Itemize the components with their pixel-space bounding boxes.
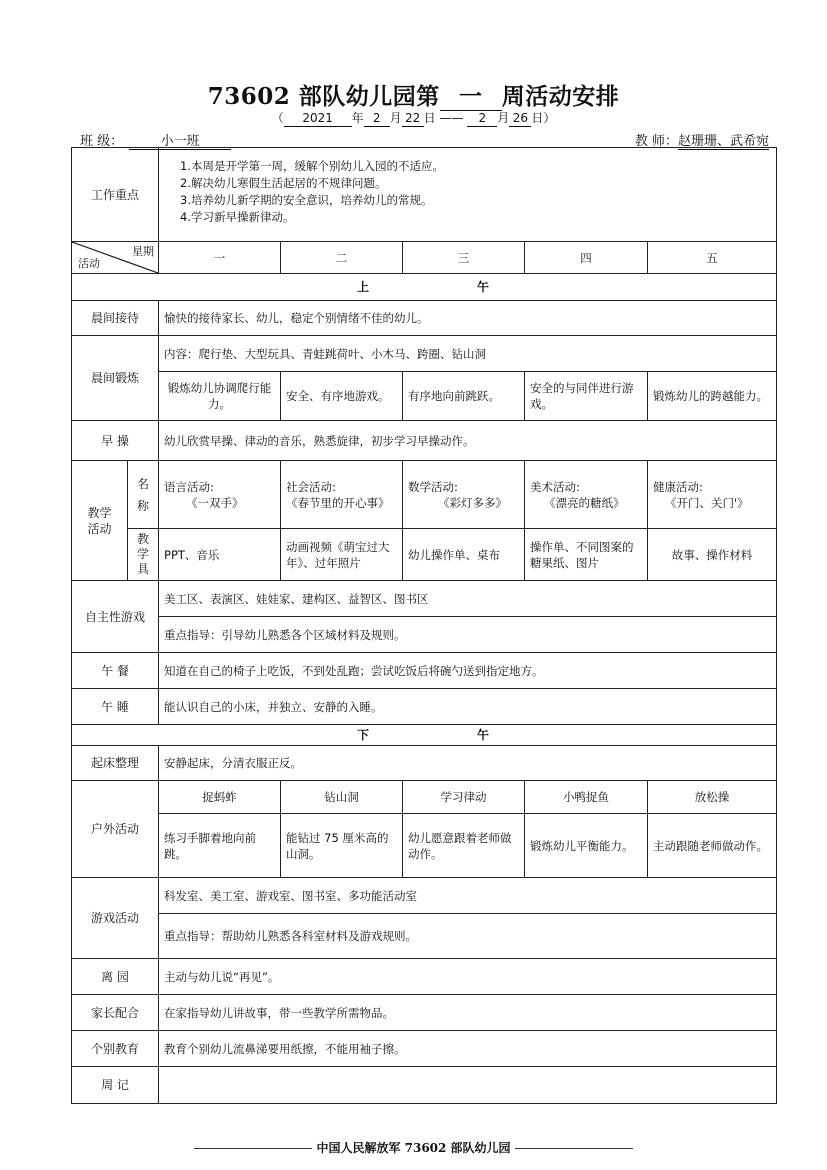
notes-text	[159, 1067, 777, 1104]
day-header: 五	[648, 242, 777, 274]
teaching-label-1: 教学	[87, 505, 112, 520]
drill-label: 早 操	[72, 421, 159, 461]
free-play-label: 自主性游戏	[72, 581, 159, 653]
outdoor-label: 户外活动	[72, 781, 159, 878]
teaching-cell	[403, 461, 525, 529]
outdoor-goals-row	[72, 814, 777, 878]
parent-text: 在家指导幼儿讲故事，带一些教学所需物品。	[159, 995, 777, 1031]
week-number: 一	[440, 84, 502, 111]
footer-rule-left	[194, 1148, 312, 1149]
outdoor-goal: 锻炼幼儿平衡能力。	[525, 814, 648, 878]
teaching-cell	[525, 461, 648, 529]
leave-text: 主动与幼儿说“再见”。	[159, 959, 777, 995]
teacher-value: 赵珊珊、武希宛	[678, 130, 769, 150]
tools-cell: 动画视频《萌宝过大年》、过年照片	[281, 529, 403, 581]
footer-rule-right	[515, 1148, 633, 1149]
section-char: 午	[477, 280, 492, 294]
teaching-cell	[281, 461, 403, 529]
section-char: 上	[357, 280, 372, 294]
lunch-label: 午 餐	[72, 653, 159, 689]
outdoor-name: 小鸭捉鱼	[525, 781, 648, 814]
free-play-row	[72, 581, 777, 617]
teaching-tools-row	[72, 529, 777, 581]
name-label-text: 名称	[137, 476, 150, 513]
leave-label: 离 园	[72, 959, 159, 995]
teaching-cell	[648, 461, 777, 529]
title-prefix: 73602 部队幼儿园第	[207, 83, 440, 110]
focus-item: 1.本周是开学第一周，缓解个别幼儿入园的不适应。	[180, 159, 444, 173]
wakeup-label: 起床整理	[72, 746, 159, 781]
morning-section-row	[72, 274, 777, 301]
section-char: 午	[477, 728, 492, 742]
afternoon-section-title	[72, 725, 777, 746]
lunch-text: 知道在自己的椅子上吃饭，不到处乱跑；尝试吃饭后将碗勺送到指定地方。	[159, 653, 777, 689]
wakeup-row	[72, 746, 777, 781]
free-play-focus: 重点指导：引导幼儿熟悉各个区域材料及规则。	[159, 617, 777, 653]
free-play-areas: 美工区、表演区、娃娃家、建构区、益智区、图书区	[159, 581, 777, 617]
exercise-day-cell: 安全的与同伴进行游戏。	[525, 372, 648, 421]
focus-item: 3.培养幼儿新学期的安全意识，培养幼儿的常规。	[180, 193, 433, 207]
day-header: 一	[159, 242, 281, 274]
focus-list	[159, 148, 777, 242]
exercise-content: 内容：爬行垫、大型玩具、青蛙跳荷叶、小木马、跨圈、钻山洞	[159, 336, 777, 372]
day-unit: 日	[423, 111, 436, 125]
date-close: 日）	[531, 111, 556, 125]
game-row	[72, 878, 777, 914]
teaching-subject: 语言活动:	[164, 479, 214, 494]
tools-label-text: 教学具	[137, 532, 150, 576]
diagonal-header-cell	[72, 242, 159, 274]
focus-item: 2.解决幼儿寒假生活起居的不规律问题。	[180, 176, 387, 190]
outdoor-goal: 练习手脚着地向前跳。	[159, 814, 281, 878]
teaching-subject: 数学活动:	[408, 479, 458, 494]
lunch-row	[72, 653, 777, 689]
day-header: 四	[525, 242, 648, 274]
tools-cell: 操作单、不同图案的糖果纸、图片	[525, 529, 648, 581]
section-char: 下	[357, 728, 372, 742]
tools-cell: 幼儿操作单、桌布	[403, 529, 525, 581]
tools-label	[128, 529, 159, 581]
game-focus-row	[72, 914, 777, 959]
day-header: 二	[281, 242, 403, 274]
teaching-name-row	[72, 461, 777, 529]
outdoor-goal: 幼儿愿意跟着老师做动作。	[403, 814, 525, 878]
reception-row	[72, 301, 777, 336]
exercise-days-row	[72, 372, 777, 421]
teaching-subject: 美术活动:	[530, 479, 580, 494]
drill-text: 幼儿欣赏早操、律动的音乐，熟悉旋律，初步学习早操动作。	[159, 421, 777, 461]
wakeup-text: 安静起床，分清衣服正反。	[159, 746, 777, 781]
tools-cell: PPT、音乐	[159, 529, 281, 581]
exercise-day-cell: 锻炼幼儿协调爬行能力。	[159, 372, 281, 421]
notes-label: 周 记	[72, 1067, 159, 1104]
teaching-name: 《春节里的开心事》	[286, 495, 390, 510]
footer	[0, 1139, 827, 1156]
month-unit: 月	[389, 111, 402, 125]
page-title	[0, 78, 827, 111]
teaching-name: 《开门、关门'》	[665, 495, 749, 510]
end-month: 2	[467, 111, 497, 127]
teaching-name: 《一双手》	[186, 495, 244, 510]
exercise-label: 晨间锻炼	[72, 336, 159, 421]
outdoor-name: 捉蚂蚱	[159, 781, 281, 814]
class-label: 班 级：	[80, 134, 124, 149]
outdoor-goal: 主动跟随老师做动作。	[648, 814, 777, 878]
diag-top-label: 星期	[132, 245, 155, 258]
teaching-name: 《漂亮的糖纸》	[544, 495, 625, 510]
end-day: 26	[509, 111, 531, 127]
nap-text: 能认识自己的小床，并独立、安静的入睡。	[159, 689, 777, 725]
outdoor-name: 放松操	[648, 781, 777, 814]
outdoor-names-row	[72, 781, 777, 814]
leave-row	[72, 959, 777, 995]
focus-item: 4.学习新早操新律动。	[180, 210, 295, 224]
days-header-row	[72, 242, 777, 274]
individual-row	[72, 1031, 777, 1067]
footer-text: 中国人民解放军 73602 部队幼儿园	[316, 1141, 511, 1155]
game-rooms: 科发室、美工室、游戏室、图书室、多功能活动室	[159, 878, 777, 914]
date-open: （	[271, 111, 284, 125]
free-play-focus-row	[72, 617, 777, 653]
nap-label: 午 睡	[72, 689, 159, 725]
teaching-cell	[159, 461, 281, 529]
game-focus: 重点指导：帮助幼儿熟悉各科室材料及游戏规则。	[159, 914, 777, 959]
start-month: 2	[364, 111, 390, 127]
focus-row	[72, 148, 777, 242]
month-unit-2: 月	[497, 111, 510, 125]
focus-label: 工作重点	[72, 148, 159, 242]
reception-text: 愉快的接待家长、幼儿，稳定个别情绪不佳的幼儿。	[159, 301, 777, 336]
afternoon-section-row	[72, 725, 777, 746]
teaching-label	[72, 461, 128, 581]
title-suffix: 周活动安排	[501, 83, 620, 110]
individual-text: 教育个别幼儿流鼻涕要用纸擦，不能用袖子擦。	[159, 1031, 777, 1067]
outdoor-name: 钻山洞	[281, 781, 403, 814]
parent-label: 家长配合	[72, 995, 159, 1031]
tools-cell: 故事、操作材料	[648, 529, 777, 581]
teacher-label: 教 师：	[634, 134, 678, 149]
notes-row	[72, 1067, 777, 1104]
name-label	[128, 461, 159, 529]
start-day: 22	[402, 111, 424, 127]
date-range	[0, 109, 827, 127]
parent-row	[72, 995, 777, 1031]
nap-row	[72, 689, 777, 725]
drill-row	[72, 421, 777, 461]
teaching-label-2: 活动	[87, 521, 112, 536]
diag-bottom-label: 活动	[78, 257, 100, 270]
exercise-day-cell: 安全、有序地游戏。	[281, 372, 403, 421]
day-header: 三	[403, 242, 525, 274]
date-dash: ——	[439, 111, 464, 125]
exercise-row	[72, 336, 777, 372]
year: 2021	[284, 111, 352, 127]
teaching-subject: 健康活动:	[653, 479, 703, 494]
class-value: 小一班	[129, 130, 231, 150]
teaching-subject: 社会活动:	[286, 479, 336, 494]
year-unit: 年	[351, 111, 364, 125]
schedule-table	[71, 147, 777, 1104]
outdoor-goal: 能钻过 75 厘米高的山洞。	[281, 814, 403, 878]
morning-section-title	[72, 274, 777, 301]
reception-label: 晨间接待	[72, 301, 159, 336]
game-label: 游戏活动	[72, 878, 159, 959]
exercise-day-cell: 有序地向前跳跃。	[403, 372, 525, 421]
individual-label: 个别教育	[72, 1031, 159, 1067]
outdoor-name: 学习律动	[403, 781, 525, 814]
exercise-day-cell: 锻炼幼儿的跨越能力。	[648, 372, 777, 421]
teaching-name: 《彩灯多多》	[438, 495, 508, 510]
